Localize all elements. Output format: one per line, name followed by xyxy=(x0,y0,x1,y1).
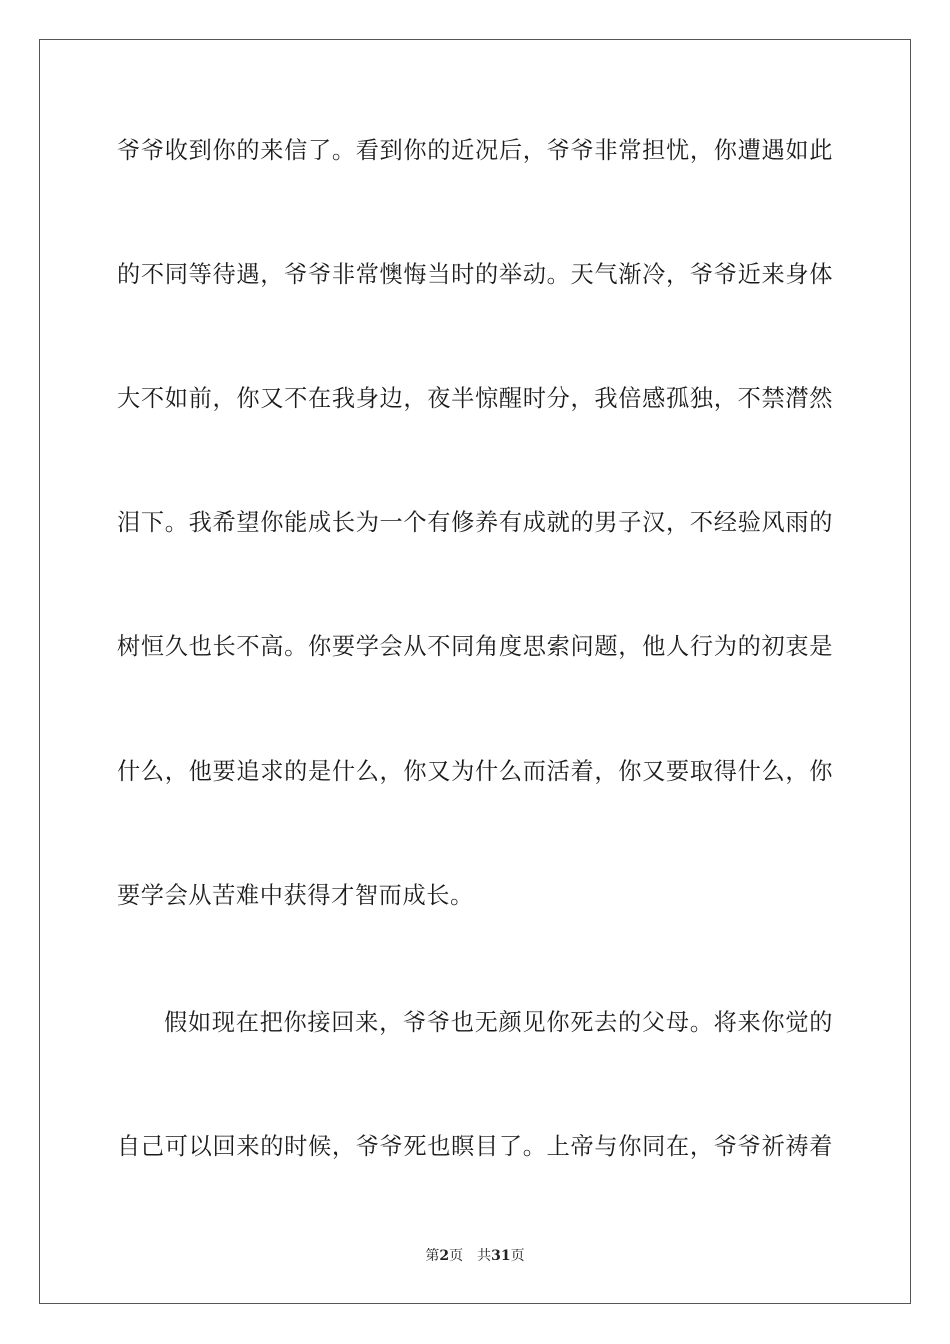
total-suffix: 页 xyxy=(510,1248,525,1264)
page-suffix: 页 xyxy=(449,1248,464,1264)
paragraph-2-line-2: 自己可以回来的时候，爷爷死也瞑目了。上帝与你同在，爷爷祈祷着 xyxy=(117,1133,833,1160)
text-line-4: 泪下。我希望你能成长为一个有修养有成就的男子汉，不经验风雨的 xyxy=(117,509,833,536)
text-line-2: 的不同等待遇，爷爷非常懊悔当时的举动。天气渐冷，爷爷近来身体 xyxy=(117,261,833,288)
text-line-5: 树恒久也长不高。你要学会从不同角度思索问题，他人行为的初衷是 xyxy=(117,633,833,660)
text-line-7: 要学会从苦难中获得才智而成长。 xyxy=(117,882,474,909)
total-pages: 31 xyxy=(491,1248,511,1264)
paragraph-2-line-1: 假如现在把你接回来，爷爷也无颜见你死去的父母。将来你觉的 xyxy=(164,1009,833,1036)
page-footer xyxy=(0,1247,950,1265)
page-border xyxy=(39,39,911,1304)
text-line-1: 爷爷收到你的来信了。看到你的近况后，爷爷非常担忧，你遭遇如此 xyxy=(117,137,833,164)
total-prefix: 共 xyxy=(477,1248,492,1264)
page-number: 2 xyxy=(439,1248,450,1264)
page-prefix: 第 xyxy=(425,1248,440,1264)
text-line-3: 大不如前，你又不在我身边，夜半惊醒时分，我倍感孤独，不禁潸然 xyxy=(117,385,833,412)
text-line-6: 什么，他要追求的是什么，你又为什么而活着，你又要取得什么，你 xyxy=(117,758,833,785)
